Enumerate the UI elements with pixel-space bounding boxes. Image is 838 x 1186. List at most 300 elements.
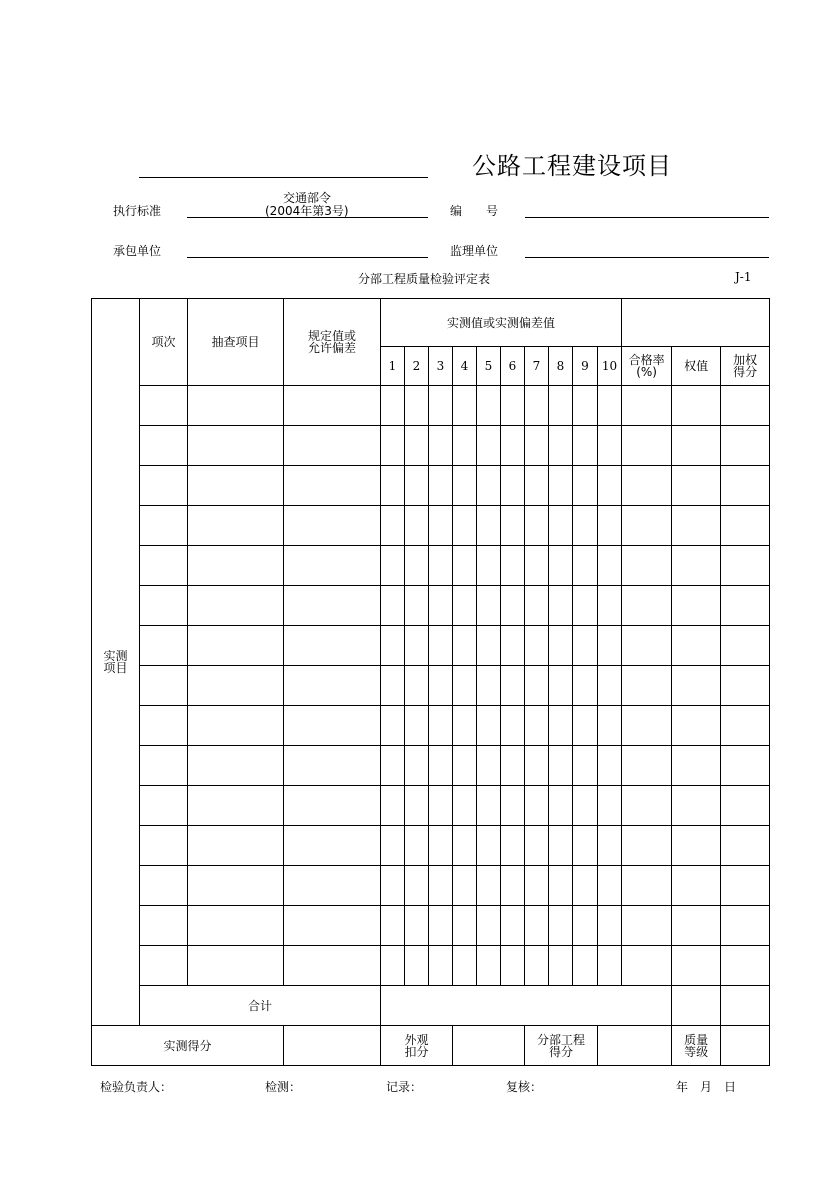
table-cell[interactable] [381, 586, 405, 626]
table-cell[interactable] [140, 586, 188, 626]
table-cell[interactable] [429, 826, 453, 866]
table-row [92, 946, 770, 986]
table-cell[interactable] [549, 506, 573, 546]
table-cell[interactable] [284, 466, 381, 506]
table-cell[interactable] [501, 706, 525, 746]
table-cell[interactable] [381, 906, 405, 946]
table-cell[interactable] [140, 626, 188, 666]
table-cell[interactable] [140, 946, 188, 986]
table-cell[interactable] [721, 546, 770, 586]
table-cell[interactable] [525, 626, 549, 666]
table-cell[interactable] [721, 666, 770, 706]
table-cell[interactable] [188, 426, 284, 466]
table-cell[interactable] [477, 386, 501, 426]
table-cell[interactable] [672, 626, 721, 666]
supervisor-label: 监理单位 [450, 244, 499, 258]
table-cell[interactable] [284, 946, 381, 986]
table-cell[interactable] [429, 866, 453, 906]
table-cell[interactable] [549, 546, 573, 586]
table-cell[interactable] [598, 586, 622, 626]
header-point-6: 6 [501, 347, 525, 386]
table-cell[interactable] [525, 866, 549, 906]
table-cell[interactable] [622, 786, 672, 826]
form-name: 分部工程质量检验评定表 [358, 272, 491, 286]
table-cell[interactable] [622, 506, 672, 546]
table-cell[interactable] [573, 626, 598, 666]
table-cell[interactable] [573, 826, 598, 866]
header-point-5: 5 [477, 347, 501, 386]
table-cell[interactable] [405, 426, 429, 466]
table-row [92, 866, 770, 906]
table-cell[interactable] [429, 746, 453, 786]
table-cell[interactable] [381, 706, 405, 746]
table-cell[interactable] [381, 626, 405, 666]
table-cell[interactable] [721, 706, 770, 746]
table-cell[interactable] [381, 506, 405, 546]
table-cell[interactable] [721, 386, 770, 426]
table-cell[interactable] [672, 386, 721, 426]
table-cell[interactable] [573, 786, 598, 826]
table-cell[interactable] [598, 706, 622, 746]
table-cell[interactable] [598, 786, 622, 826]
table-cell[interactable] [525, 466, 549, 506]
table-cell[interactable] [188, 626, 284, 666]
header-pass-rate: 合格率 (%) [622, 347, 672, 386]
table-cell[interactable] [477, 706, 501, 746]
table-cell[interactable] [573, 546, 598, 586]
table-cell[interactable] [525, 386, 549, 426]
table-cell[interactable] [721, 946, 770, 986]
standard-label: 执行标准 [113, 204, 162, 218]
table-cell[interactable] [188, 386, 284, 426]
table-cell[interactable] [284, 786, 381, 826]
table-cell[interactable] [622, 426, 672, 466]
table-cell[interactable] [405, 826, 429, 866]
table-cell[interactable] [672, 906, 721, 946]
table-cell[interactable] [549, 426, 573, 466]
table-row [92, 626, 770, 666]
table-cell[interactable] [525, 546, 549, 586]
table-cell[interactable] [381, 546, 405, 586]
table-cell[interactable] [188, 906, 284, 946]
table-cell[interactable] [188, 946, 284, 986]
table-cell[interactable] [721, 866, 770, 906]
table-cell[interactable] [501, 466, 525, 506]
table-cell[interactable] [284, 826, 381, 866]
table-cell[interactable] [598, 506, 622, 546]
subproject-score-label: 分部工程 得分 [525, 1026, 598, 1066]
table-cell[interactable] [453, 626, 477, 666]
table-cell[interactable] [453, 426, 477, 466]
table-cell[interactable] [405, 746, 429, 786]
table-cell[interactable] [721, 626, 770, 666]
footer-inspector: 检验负责人： [100, 1080, 173, 1094]
table-cell[interactable] [549, 386, 573, 426]
table-cell[interactable] [284, 586, 381, 626]
table-cell[interactable] [381, 386, 405, 426]
table-cell[interactable] [453, 546, 477, 586]
header-weight: 权值 [672, 347, 721, 386]
footer-reviewer: 复核： [506, 1080, 543, 1094]
table-cell[interactable] [477, 946, 501, 986]
table-cell[interactable] [501, 786, 525, 826]
table-cell[interactable] [284, 706, 381, 746]
table-row [92, 546, 770, 586]
table-cell[interactable] [672, 666, 721, 706]
table-cell[interactable] [405, 386, 429, 426]
table-cell[interactable] [622, 826, 672, 866]
header-point-10: 10 [598, 347, 622, 386]
table-cell[interactable] [672, 746, 721, 786]
table-cell[interactable] [140, 866, 188, 906]
table-cell[interactable] [501, 826, 525, 866]
table-cell[interactable] [549, 786, 573, 826]
project-name-line [139, 177, 428, 178]
table-cell[interactable] [622, 866, 672, 906]
standard-field-line[interactable] [187, 217, 428, 218]
table-cell[interactable] [525, 586, 549, 626]
table-row [92, 826, 770, 866]
table-cell[interactable] [453, 586, 477, 626]
table-cell[interactable] [672, 506, 721, 546]
table-cell[interactable] [188, 786, 284, 826]
table-cell[interactable] [525, 786, 549, 826]
table-cell[interactable] [477, 866, 501, 906]
table-cell[interactable] [525, 906, 549, 946]
table-cell[interactable] [453, 866, 477, 906]
table-cell[interactable] [381, 786, 405, 826]
table-cell[interactable] [140, 506, 188, 546]
table-cell[interactable] [573, 706, 598, 746]
table-cell[interactable] [140, 386, 188, 426]
table-cell[interactable] [477, 546, 501, 586]
table-cell[interactable] [721, 746, 770, 786]
table-cell[interactable] [598, 866, 622, 906]
table-cell[interactable] [573, 506, 598, 546]
form-code: J-1 [735, 270, 752, 284]
table-cell[interactable] [501, 866, 525, 906]
table-cell[interactable] [140, 746, 188, 786]
table-cell[interactable] [453, 746, 477, 786]
table-cell[interactable] [501, 626, 525, 666]
table-cell[interactable] [188, 746, 284, 786]
table-cell[interactable] [429, 506, 453, 546]
contractor-label: 承包单位 [113, 244, 162, 258]
table-cell[interactable] [598, 666, 622, 706]
table-cell[interactable] [381, 866, 405, 906]
table-cell[interactable] [381, 826, 405, 866]
table-cell[interactable] [429, 946, 453, 986]
table-cell[interactable] [622, 546, 672, 586]
table-cell[interactable] [405, 866, 429, 906]
header-measured-values: 实测值或实测偏差值 [381, 299, 622, 347]
table-cell[interactable] [672, 466, 721, 506]
table-cell[interactable] [622, 946, 672, 986]
table-cell[interactable] [501, 546, 525, 586]
standard-value-line2: (2004年第3号) [265, 204, 349, 218]
table-cell[interactable] [501, 426, 525, 466]
table-cell[interactable] [188, 866, 284, 906]
header-point-9: 9 [573, 347, 598, 386]
total-weighted-cell[interactable] [721, 986, 770, 1026]
table-cell[interactable] [405, 546, 429, 586]
table-cell[interactable] [188, 826, 284, 866]
quality-grade-cell[interactable] [721, 1026, 770, 1066]
table-cell[interactable] [721, 426, 770, 466]
table-cell[interactable] [573, 586, 598, 626]
table-cell[interactable] [525, 666, 549, 706]
table-cell[interactable] [381, 666, 405, 706]
table-cell[interactable] [453, 706, 477, 746]
table-row [92, 906, 770, 946]
table-cell[interactable] [721, 506, 770, 546]
side-label-measured-items: 实测 项目 [92, 299, 140, 1026]
subproject-score-cell[interactable] [598, 1026, 672, 1066]
table-row [92, 706, 770, 746]
table-cell[interactable] [284, 906, 381, 946]
table-cell[interactable] [284, 866, 381, 906]
table-cell[interactable] [405, 466, 429, 506]
page-title: 公路工程建设项目 [472, 152, 672, 180]
table-cell[interactable] [188, 666, 284, 706]
table-cell[interactable] [501, 906, 525, 946]
table-cell[interactable] [140, 666, 188, 706]
table-cell[interactable] [622, 586, 672, 626]
table-cell[interactable] [188, 706, 284, 746]
table-cell[interactable] [284, 746, 381, 786]
table-cell[interactable] [721, 586, 770, 626]
table-row [92, 586, 770, 626]
table-cell[interactable] [405, 946, 429, 986]
table-cell[interactable] [501, 506, 525, 546]
table-cell[interactable] [672, 426, 721, 466]
table-cell[interactable] [721, 786, 770, 826]
table-cell[interactable] [573, 746, 598, 786]
table-cell[interactable] [284, 546, 381, 586]
measured-score-label: 实测得分 [92, 1026, 284, 1066]
table-row [92, 786, 770, 826]
table-cell[interactable] [501, 586, 525, 626]
table-cell[interactable] [598, 386, 622, 426]
total-label: 合计 [140, 986, 381, 1026]
table-cell[interactable] [549, 906, 573, 946]
table-cell[interactable] [188, 586, 284, 626]
table-cell[interactable] [188, 466, 284, 506]
table-cell[interactable] [453, 506, 477, 546]
table-cell[interactable] [549, 666, 573, 706]
table-cell[interactable] [188, 546, 284, 586]
table-cell[interactable] [453, 786, 477, 826]
table-cell[interactable] [721, 826, 770, 866]
table-cell[interactable] [598, 466, 622, 506]
table-cell[interactable] [284, 666, 381, 706]
table-cell[interactable] [525, 946, 549, 986]
table-cell[interactable] [453, 666, 477, 706]
table-cell[interactable] [429, 786, 453, 826]
table-cell[interactable] [405, 706, 429, 746]
table-cell[interactable] [188, 506, 284, 546]
table-cell[interactable] [429, 666, 453, 706]
table-cell[interactable] [598, 546, 622, 586]
table-cell[interactable] [721, 466, 770, 506]
table-cell[interactable] [672, 786, 721, 826]
table-cell[interactable] [672, 946, 721, 986]
table-cell[interactable] [549, 706, 573, 746]
table-cell[interactable] [429, 906, 453, 946]
table-cell[interactable] [429, 546, 453, 586]
footer-recorder: 记录： [386, 1080, 423, 1094]
table-row [92, 466, 770, 506]
table-cell[interactable] [140, 426, 188, 466]
header-point-1: 1 [381, 347, 405, 386]
table-cell[interactable] [477, 426, 501, 466]
table-cell[interactable] [405, 506, 429, 546]
table-cell[interactable] [429, 466, 453, 506]
number-field-line[interactable] [525, 217, 769, 218]
inspection-table [91, 298, 770, 1066]
table-cell[interactable] [672, 706, 721, 746]
table-cell[interactable] [405, 786, 429, 826]
table-cell[interactable] [453, 946, 477, 986]
table-cell[interactable] [501, 746, 525, 786]
table-cell[interactable] [721, 906, 770, 946]
table-cell[interactable] [549, 826, 573, 866]
table-cell[interactable] [672, 546, 721, 586]
table-cell[interactable] [573, 386, 598, 426]
table-cell[interactable] [405, 666, 429, 706]
table-cell[interactable] [525, 746, 549, 786]
table-cell[interactable] [598, 946, 622, 986]
table-cell[interactable] [549, 586, 573, 626]
table-cell[interactable] [672, 586, 721, 626]
table-cell[interactable] [622, 706, 672, 746]
table-cell[interactable] [453, 826, 477, 866]
supervisor-field-line[interactable] [525, 257, 769, 258]
table-cell[interactable] [477, 826, 501, 866]
table-row [92, 426, 770, 466]
table-cell[interactable] [549, 626, 573, 666]
table-cell[interactable] [405, 626, 429, 666]
table-cell[interactable] [549, 866, 573, 906]
table-cell[interactable] [598, 746, 622, 786]
table-cell[interactable] [140, 546, 188, 586]
table-row [92, 506, 770, 546]
table-cell[interactable] [477, 466, 501, 506]
table-cell[interactable] [381, 946, 405, 986]
table-cell[interactable] [453, 466, 477, 506]
number-label: 编 号 [450, 204, 499, 218]
table-cell[interactable] [573, 426, 598, 466]
table-cell[interactable] [501, 386, 525, 426]
header-check-item: 抽查项目 [188, 299, 284, 386]
table-row [92, 666, 770, 706]
table-cell[interactable] [525, 706, 549, 746]
table-cell[interactable] [573, 466, 598, 506]
appearance-deduction-label: 外观 扣分 [381, 1026, 453, 1066]
table-cell[interactable] [284, 426, 381, 466]
table-cell[interactable] [429, 386, 453, 426]
table-cell[interactable] [405, 906, 429, 946]
table-cell[interactable] [140, 706, 188, 746]
table-cell[interactable] [477, 786, 501, 826]
table-cell[interactable] [140, 906, 188, 946]
table-cell[interactable] [573, 906, 598, 946]
header-point-4: 4 [453, 347, 477, 386]
table-cell[interactable] [573, 946, 598, 986]
table-cell[interactable] [672, 826, 721, 866]
table-cell[interactable] [284, 626, 381, 666]
table-cell[interactable] [549, 746, 573, 786]
appearance-deduction-cell[interactable] [453, 1026, 525, 1066]
table-cell[interactable] [598, 426, 622, 466]
table-cell[interactable] [501, 666, 525, 706]
table-cell[interactable] [381, 466, 405, 506]
table-cell[interactable] [477, 906, 501, 946]
quality-grade-label: 质量 等级 [672, 1026, 721, 1066]
table-cell[interactable] [501, 946, 525, 986]
table-cell[interactable] [140, 826, 188, 866]
table-cell[interactable] [622, 666, 672, 706]
table-cell[interactable] [477, 626, 501, 666]
table-cell[interactable] [598, 626, 622, 666]
header-point-3: 3 [429, 347, 453, 386]
table-cell[interactable] [477, 666, 501, 706]
table-cell[interactable] [622, 746, 672, 786]
table-cell[interactable] [140, 466, 188, 506]
total-value-cell[interactable] [381, 986, 672, 1026]
measured-score-cell[interactable] [284, 1026, 381, 1066]
table-row [92, 386, 770, 426]
table-cell[interactable] [525, 506, 549, 546]
table-cell[interactable] [284, 506, 381, 546]
table-row [92, 746, 770, 786]
footer-date: 年 月 日 [676, 1080, 737, 1094]
table-cell[interactable] [549, 946, 573, 986]
table-cell[interactable] [622, 906, 672, 946]
header-point-8: 8 [549, 347, 573, 386]
table-cell[interactable] [381, 746, 405, 786]
table-cell[interactable] [429, 586, 453, 626]
table-cell[interactable] [453, 386, 477, 426]
table-cell[interactable] [477, 506, 501, 546]
table-cell[interactable] [549, 466, 573, 506]
table-cell[interactable] [140, 786, 188, 826]
contractor-field-line[interactable] [187, 257, 428, 258]
table-cell[interactable] [453, 906, 477, 946]
table-cell[interactable] [429, 706, 453, 746]
table-cell[interactable] [622, 386, 672, 426]
table-cell[interactable] [477, 586, 501, 626]
total-weight-cell[interactable] [672, 986, 721, 1026]
table-cell[interactable] [429, 426, 453, 466]
table-cell[interactable] [573, 866, 598, 906]
table-cell[interactable] [525, 826, 549, 866]
table-cell[interactable] [284, 386, 381, 426]
header-item-no: 项次 [140, 299, 188, 386]
header-point-7: 7 [525, 347, 549, 386]
table-cell[interactable] [598, 826, 622, 866]
table-cell[interactable] [381, 426, 405, 466]
table-cell[interactable] [405, 586, 429, 626]
table-cell[interactable] [622, 466, 672, 506]
table-cell[interactable] [672, 866, 721, 906]
table-cell[interactable] [477, 746, 501, 786]
table-cell[interactable] [622, 626, 672, 666]
table-cell[interactable] [573, 666, 598, 706]
table-cell[interactable] [598, 906, 622, 946]
table-cell[interactable] [429, 626, 453, 666]
table-cell[interactable] [525, 426, 549, 466]
